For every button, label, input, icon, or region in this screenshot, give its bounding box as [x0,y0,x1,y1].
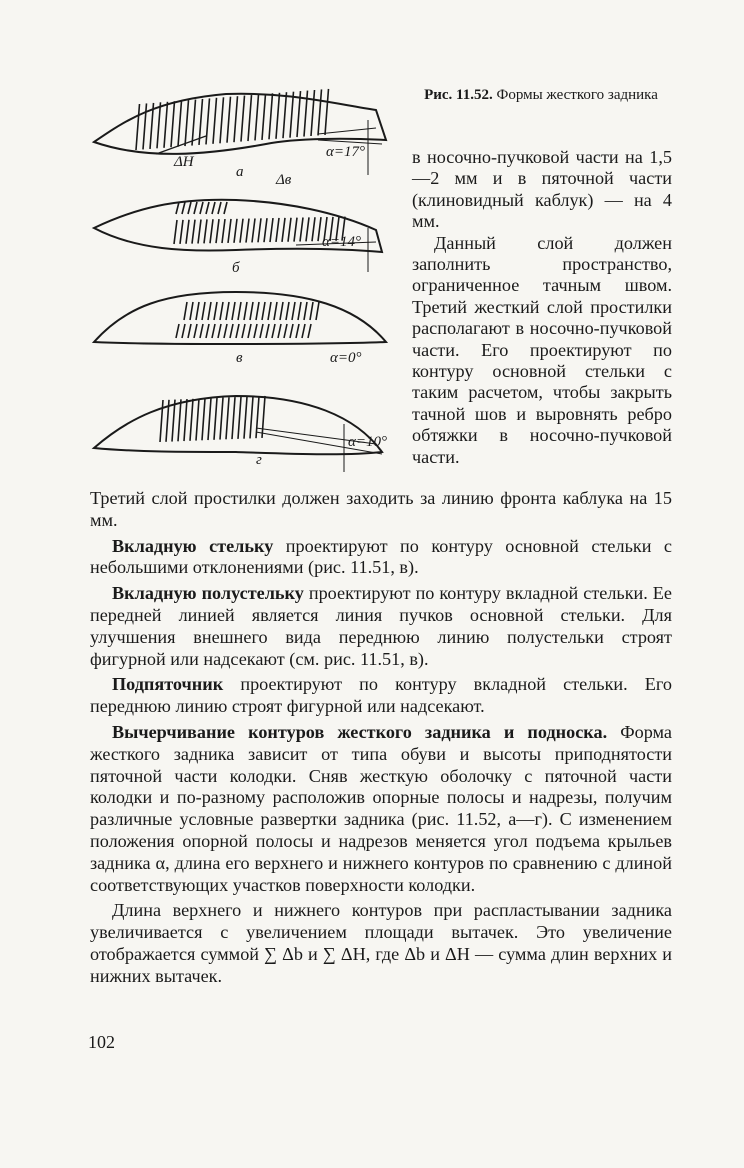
main-paragraph-4 [90,722,672,896]
term-heel-pad: Подпяточник [112,674,224,695]
side-text-column [412,147,672,468]
figure-g [94,396,387,472]
main-paragraph-1 [90,536,672,580]
heel-counter-figure [86,80,416,490]
main-paragraph-3 [90,674,672,718]
main-paragraph-2 [90,583,672,670]
label-g: г [256,452,262,468]
angle-g-label: α=10° [348,434,387,450]
main-paragraph-5: Длина верхнего и нижнего контуров при распластывании задника увеличивается с увеличением площади вытачек. Это увеличение отображается суммой ∑ Δb и ∑ ΔH, где Δb и ΔH — сумма длин верхних и нижних вытачек. [90,900,672,986]
label-b: б [232,260,240,276]
main-paragraph-0: Третий слой простилки должен заходить за линию фронта каблука на 15 мм. [90,488,672,530]
caption-number: Рис. 11.52. [424,87,493,103]
label-a: а [236,164,244,180]
text-insole: проектируют по контуру основной стельки с небольшими отклонениями (рис. 11.51, в). [90,535,672,578]
angle-a-label: α=17° [326,144,365,160]
figure-caption [416,86,666,104]
main-text-column [90,488,672,992]
label-v: в [236,350,243,366]
section-heading: Вычерчивание контуров жесткого задника и подноска. [112,721,608,742]
term-insole: Вкладную стельку [112,535,274,556]
figure-drawing [86,80,416,490]
figure-v [94,292,386,366]
angle-v-label: α=0° [330,350,362,366]
term-half-insole: Вкладную полустельку [112,583,304,604]
caption-text: Формы жесткого задника [496,87,658,103]
delta-h-label: ΔН [174,154,194,170]
side-paragraph-1: в носочно-пучковой части на 1,5—2 мм и в пяточной части (клиновидный каблук) — на 4 мм. [412,147,672,232]
text-section: Форма жесткого задника зависит от типа обуви и высоты приподнятости пяточной части колодки. Сняв жесткую оболочку с пяточной части колодки и по-разному расположив опорные полосы и надрезы, получим различные условные развертки задника (рис. 11.52, а—г). С изменением положения опорной полосы и надрезов меняется угол подъема крыльев задника α, длина его верхнего и нижнего контуров по сравнению с длиной соответствующих участков поверхности колодки. [90,721,672,895]
text-heel-pad: проектируют по контуру вкладной стельки. Его переднюю линию строят фигурной или надсекают. [90,674,672,717]
figure-b [94,200,382,276]
text-half-insole: проектируют по контуру вкладной стельки. Ее передней линией является линия пучков основной стельки. Для улучшения внешнего вида переднюю линию полустельки строят фигурной или надсекают (см. рис. 11.51, в). [90,583,672,669]
page-number: 102 [88,1032,115,1052]
angle-b-label: α=14° [322,234,361,250]
delta-b-label: Δв [276,172,292,188]
side-paragraph-2: Данный слой должен заполнить пространство, ограниченное тачным швом. Третий жесткий слой простилки располагают в носочно-пучковой части. Его проектируют по контуру основной стельки с таким расчетом, чтобы закрыть тачной шов и выровнять ребро обтяжки в носочно-пучковой части. [412,232,672,467]
figure-a [94,89,386,188]
